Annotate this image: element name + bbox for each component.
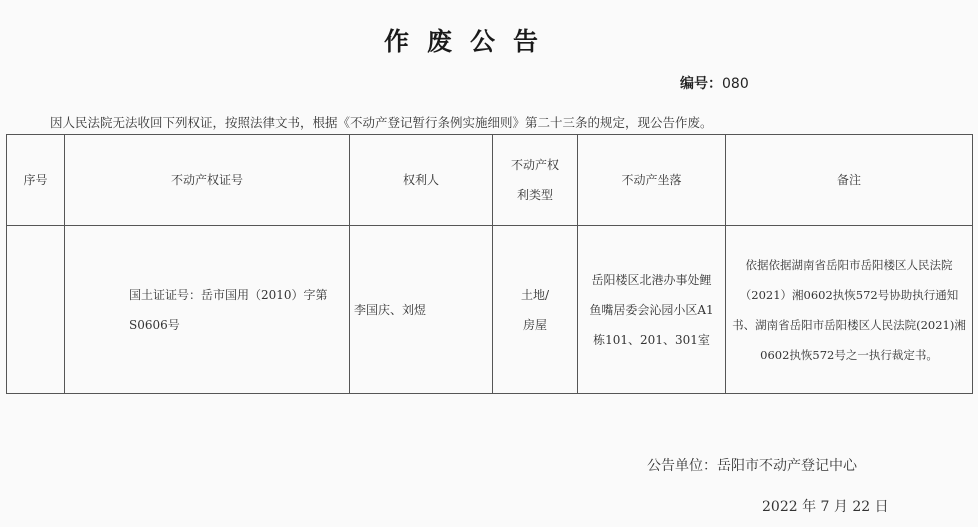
table-row — [7, 226, 973, 394]
document-number-value: 080 — [722, 76, 749, 92]
header-seq: 序号 — [7, 135, 65, 226]
page-title: 作废公告 — [383, 27, 556, 56]
cell-holder: 李国庆、刘煜 — [350, 226, 493, 394]
cell-location: 岳阳楼区北港办事处鲤鱼嘴居委会沁园小区A1栋101、201、301室 — [578, 226, 726, 394]
header-right-type-line1: 不动产权 — [510, 158, 559, 172]
header-location: 不动产坐落 — [578, 135, 726, 226]
void-certificate-table — [6, 134, 973, 394]
header-holder: 权利人 — [350, 135, 493, 226]
cell-cert: 国土证证号：岳市国用（2010）字第S0606号 — [65, 226, 350, 394]
cell-right-type-line2: 房屋 — [522, 317, 547, 332]
issue-date: 2022 年 7 月 22 日 — [762, 499, 889, 515]
cell-remark: 依据依据湖南省岳阳市岳阳楼区人民法院（2021）湘0602执恢572号协助执行通知书、湖南省岳阳市岳阳楼区人民法院(2021)湘0602执恢572号之一执行裁定书。 — [726, 226, 973, 394]
table-header-row — [7, 135, 973, 226]
header-cert: 不动产权证号 — [65, 135, 350, 226]
header-right-type — [493, 135, 578, 226]
cell-right-type-line1: 土地/ — [520, 287, 550, 302]
document-number-label: 编号： — [680, 76, 722, 92]
cell-right-type — [493, 226, 578, 394]
document-number — [680, 73, 749, 93]
header-right-type-line2: 利类型 — [516, 188, 553, 202]
cell-seq — [7, 226, 65, 394]
issuing-unit: 公告单位：岳阳市不动产登记中心 — [647, 458, 857, 474]
intro-paragraph: 因人民法院无法收回下列权证，按照法律文书，根据《不动产登记暂行条例实施细则》第二十三条的规定，现公告作废。 — [50, 115, 713, 130]
header-remark: 备注 — [726, 135, 973, 226]
